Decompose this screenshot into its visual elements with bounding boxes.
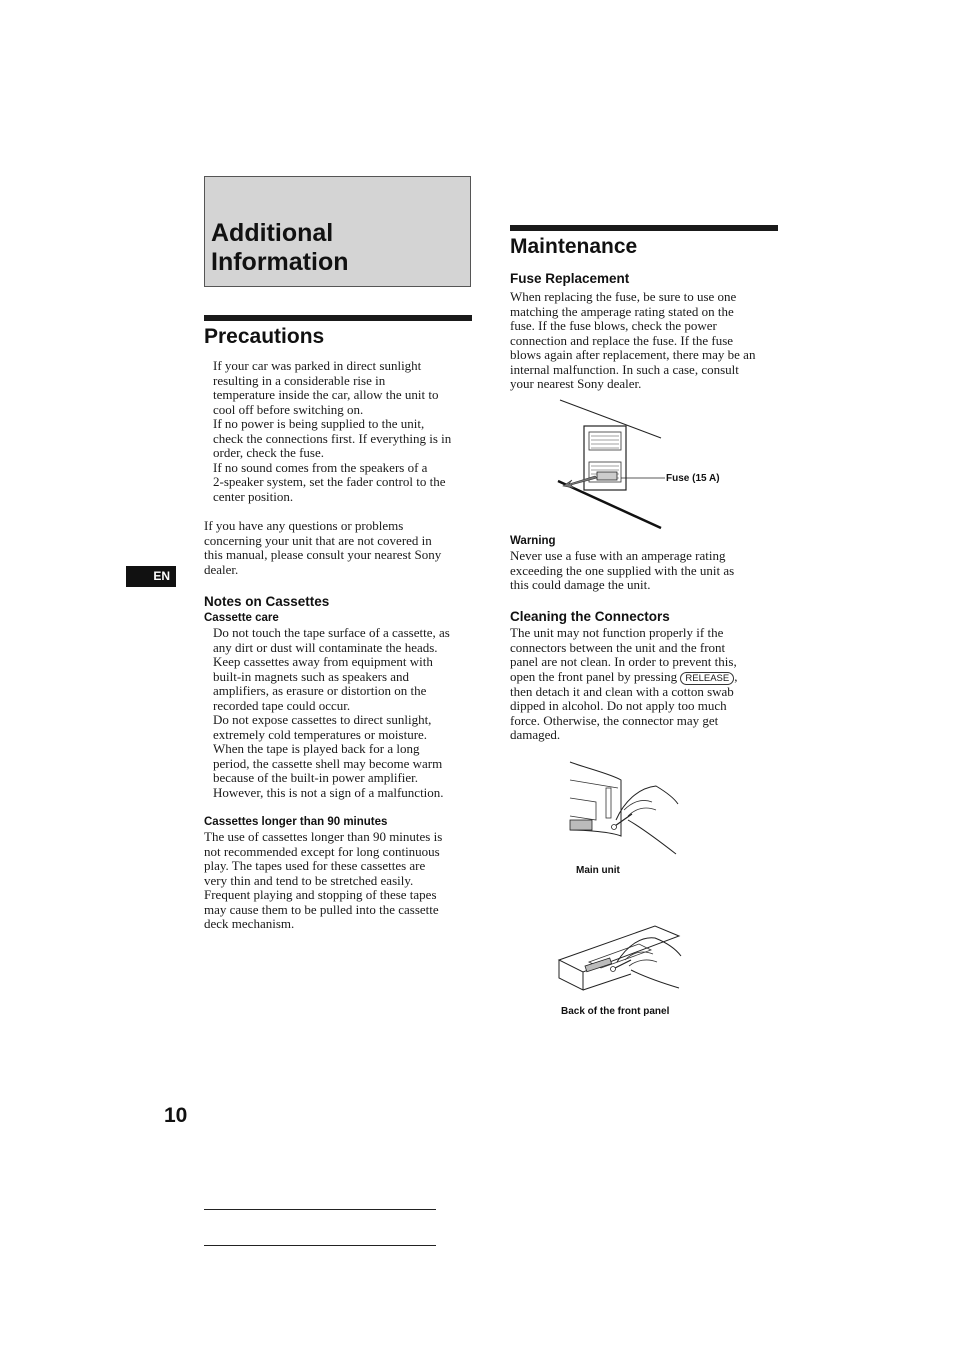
- text-line: panel are not clean. In order to prevent this,: [510, 654, 737, 669]
- page-number: 10: [164, 1104, 188, 1127]
- text-line: center position.: [213, 488, 294, 504]
- text-line: may cause them to be pulled into the cassette: [204, 901, 439, 917]
- chapter-title-line2: Information: [211, 248, 349, 276]
- text-line: order, check the fuse.: [213, 445, 325, 460]
- text-line: any dirt or dust will contaminate the heads.: [213, 639, 438, 655]
- text-line: cool off before switching on.: [213, 401, 364, 417]
- maintenance-rule: [510, 225, 778, 231]
- cassettes-longer-text: [204, 830, 474, 932]
- release-suffix: ,: [734, 668, 738, 684]
- text-line: this could damage the unit.: [510, 577, 651, 592]
- cleaning-connectors-text: [510, 626, 785, 743]
- text-line: 2-speaker system, set the fader control to the: [213, 474, 446, 489]
- text-line: force. Otherwise, the connector may get: [510, 712, 719, 728]
- text-line: When the tape is played back for a long: [213, 741, 420, 756]
- language-tab: EN: [126, 566, 176, 587]
- text-line: period, the cassette shell may become warm: [213, 755, 443, 771]
- text-line: connectors between the unit and the front: [510, 639, 726, 655]
- text-line: The use of cassettes longer than 90 minutes is: [204, 829, 443, 844]
- text-line: However, this is not a sign of a malfunction.: [213, 784, 444, 800]
- fuse-replacement-text: [510, 290, 785, 392]
- warning-text: [510, 549, 785, 593]
- main-unit-caption: Main unit: [576, 865, 620, 876]
- text-line: matching the amperage rating stated on the: [510, 303, 734, 319]
- text-line: then detach it and clean with a cotton swab: [510, 683, 734, 699]
- text-line: The unit may not function properly if the: [510, 625, 724, 640]
- text-line: fuse. If the fuse blows, check the power: [510, 318, 717, 333]
- text-line: deck mechanism.: [204, 916, 295, 931]
- text-line: resulting in a considerable rise in: [213, 372, 386, 388]
- text-line: exceeding the one supplied with the unit as: [510, 562, 735, 578]
- notes-on-cassettes-heading: Notes on Cassettes: [204, 594, 330, 609]
- text-line: Never use a fuse with an amperage rating: [510, 548, 726, 563]
- cassette-care-text: [213, 626, 478, 800]
- text-line: play. The tapes used for these cassettes are: [204, 858, 426, 873]
- text-line: Frequent playing and stopping of these tapes: [204, 887, 437, 902]
- warning-heading: Warning: [510, 535, 556, 547]
- text-line: connection and replace the fuse. If the fuse: [510, 332, 734, 348]
- text-line: dealer.: [204, 561, 239, 577]
- text-line: If you have any questions or problems: [204, 518, 404, 533]
- footer-rule-top: [204, 1209, 436, 1210]
- text-line: blows again after replacement, there may be an: [510, 347, 756, 362]
- release-button-label: RELEASE: [680, 672, 734, 685]
- text-line: damaged.: [510, 727, 561, 742]
- release-instruction: open the front panel by pressing: [510, 668, 678, 684]
- text-line: very thin and tend to be stretched easily.: [204, 872, 414, 888]
- text-line: recorded tape could occur.: [213, 697, 351, 713]
- text-line: because of the built-in power amplifier.: [213, 770, 419, 785]
- text-line: this manual, please consult your nearest Sony: [204, 547, 442, 562]
- text-line: Do not touch the tape surface of a cassette, as: [213, 625, 450, 640]
- front-panel-caption: Back of the front panel: [561, 1006, 670, 1017]
- text-line: concerning your unit that are not covered in: [204, 532, 432, 548]
- text-line: If no sound comes from the speakers of a: [213, 459, 428, 475]
- fuse-caption: Fuse (15 A): [666, 473, 720, 484]
- text-line: your nearest Sony dealer.: [510, 376, 642, 391]
- fuse-replacement-heading: Fuse Replacement: [510, 271, 630, 286]
- precautions-rule: [204, 315, 472, 321]
- chapter-title: [211, 219, 349, 277]
- text-line: internal malfunction. In such a case, consult: [510, 361, 739, 377]
- precautions-questions: [204, 519, 474, 577]
- text-line: not recommended except for long continuous: [204, 843, 440, 859]
- precautions-intro: [213, 359, 478, 504]
- main-unit-illustration: [566, 758, 681, 858]
- text-line: check the connections first. If everything is in: [213, 430, 452, 446]
- footer-rule-bottom: [204, 1245, 436, 1246]
- text-line: [510, 670, 785, 685]
- fuse-illustration: [555, 398, 680, 532]
- front-panel-illustration: [555, 922, 685, 994]
- text-line: When replacing the fuse, be sure to use one: [510, 289, 737, 304]
- cassettes-longer-heading: Cassettes longer than 90 minutes: [204, 816, 388, 828]
- precautions-title: Precautions: [204, 325, 325, 348]
- text-line: dipped in alcohol. Do not apply too much: [510, 698, 727, 713]
- text-line: built-in magnets such as speakers and: [213, 668, 410, 684]
- cleaning-connectors-heading: Cleaning the Connectors: [510, 609, 670, 624]
- text-line: If no power is being supplied to the unit,: [213, 416, 425, 431]
- text-line: amplifiers, as erasure or distortion on the: [213, 683, 427, 698]
- text-line: If your car was parked in direct sunlight: [213, 358, 422, 373]
- cassette-care-heading: Cassette care: [204, 612, 279, 624]
- text-line: Keep cassettes away from equipment with: [213, 654, 433, 669]
- text-line: temperature inside the car, allow the unit to: [213, 387, 439, 402]
- maintenance-title: Maintenance: [510, 235, 638, 258]
- chapter-title-line1: Additional: [211, 219, 334, 247]
- text-line: Do not expose cassettes to direct sunlight,: [213, 712, 432, 727]
- text-line: extremely cold temperatures or moisture.: [213, 726, 428, 742]
